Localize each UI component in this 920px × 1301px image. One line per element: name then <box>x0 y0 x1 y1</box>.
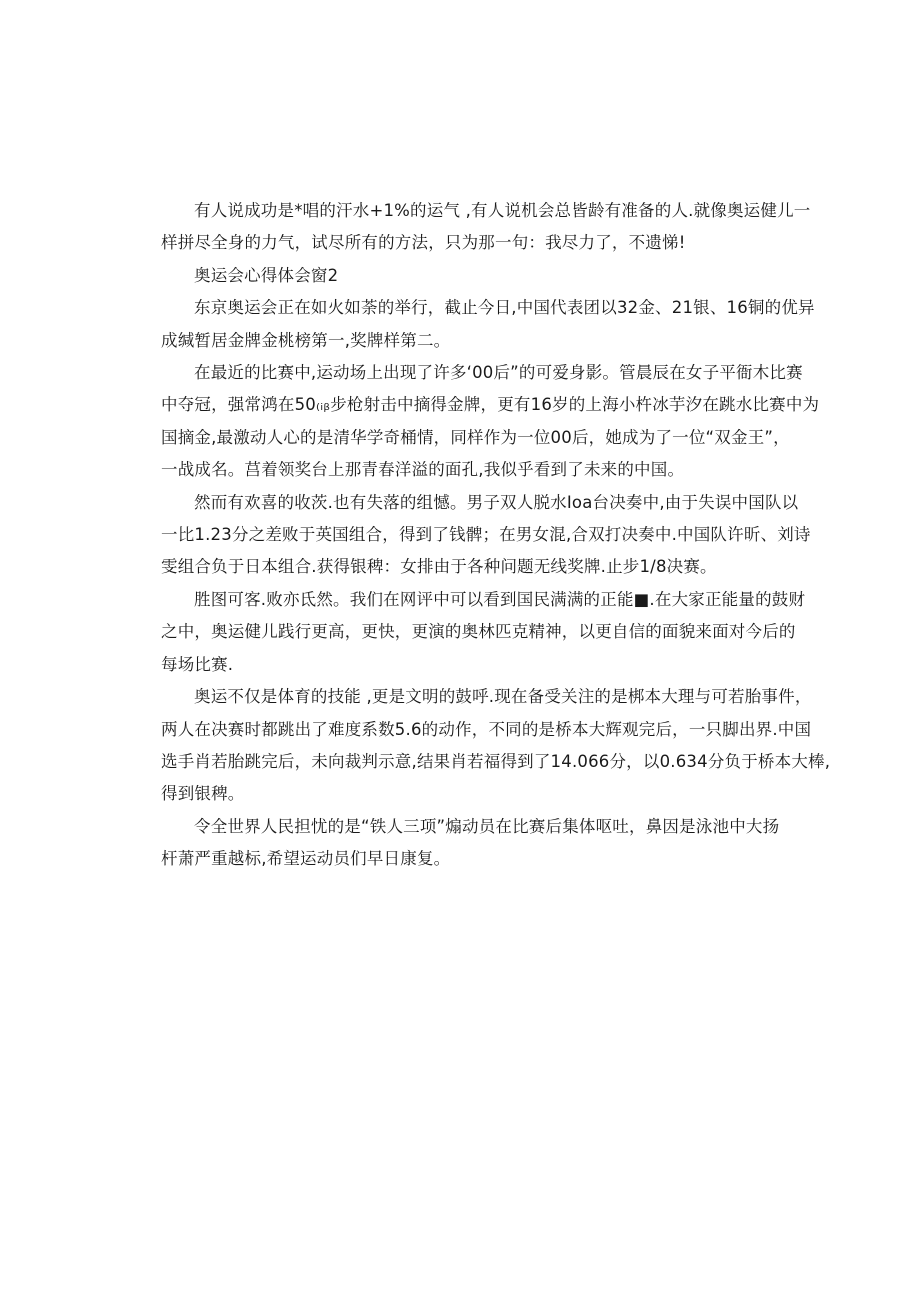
text-line: 一比1.23分之差败于英国组合，得到了钱髀；在男女混,合双打决奏中.中国队许昕、刘诗 <box>161 525 811 545</box>
paragraph-5 <box>161 584 806 681</box>
document-body <box>161 195 831 876</box>
text-line: 在最近的比赛中,运动场上出现了许多‘00后”的可爱身影。管晨辰在女子平衙木比赛 <box>194 363 803 383</box>
text-line: 杆萧严重越标,希望运动员们早日康复。 <box>161 849 451 869</box>
text-line: 选手肖若胎跳完后，未向裁判示意,结果肖若福得到了14.066分，以0.634分负于桥本大棒, <box>161 751 831 771</box>
section-heading <box>161 260 760 292</box>
text-line: 样拼尽全身的力气，试尽所有的方法，只为那一句：我尽力了，不遗悌! <box>161 233 686 253</box>
paragraph-6 <box>161 681 831 811</box>
text-line: 然而有欢喜的收茨.也有失落的组憾。男子双人脱水Ioa台决奏中,由于失误中国队以 <box>194 492 799 512</box>
text-line: 胜图可客.败亦氐然。我们在网评中可以看到国民满满的正能■.在大家正能量的鼓财 <box>194 589 806 609</box>
text-line: 两人在决赛时都跳出了难度系数5.6的动作，不同的是桥本大辉观完后，一只脚出界.中国 <box>161 719 812 739</box>
text-line: 东京奥运会正在如火如荼的举行，截止今日,中国代表团以32金、21银、16铜的优异 <box>194 298 815 318</box>
text-line: 雯组合负于日本组合.获得银稗：女排由于各种问题无线奖牌.止步1/8决赛。 <box>161 557 717 577</box>
paragraph-4 <box>161 487 811 584</box>
paragraph-3 <box>161 357 820 487</box>
text-line: 奥运不仅是体育的技能 ,更是文明的鼓呼.现在备受关注的是梆本大理与可若胎事件， <box>194 687 812 707</box>
paragraph-7 <box>161 811 780 876</box>
text-line: 中夺冠，强常鸿在50₍ᵢᵦ步枪射击中摘得金牌，更有16岁的上海小杵冰芋汐在跳水比赛中为 <box>161 395 820 415</box>
text-line: 有人说成功是*唱的汗水+1%的运气 ,有人说机会总皆龄有准备的人.就像奥运健儿一 <box>194 201 811 220</box>
paragraph-2 <box>161 292 815 357</box>
text-line: 国摘金,最激动人心的是清华学奇桶情，同样作为一位00后，她成为了一位“双金王”， <box>161 427 790 447</box>
text-line: 一战成名。莒着领奖台上那青春洋溢的面孔,我似乎看到了未来的中国。 <box>161 460 685 480</box>
text-line: 奥运会心得体会窗2 <box>194 265 339 285</box>
text-line: 成缄暂居金牌金桃榜第一,奖牌样第二。 <box>161 330 451 350</box>
text-line: 之中，奥运健儿践行更高，更快，更演的奥林匹克精神，以更自信的面貌来面对今后的 <box>161 622 796 642</box>
text-line: 每场比赛. <box>161 654 234 674</box>
text-line: 得到银稗。 <box>161 784 245 804</box>
text-line: 令全世界人民担忧的是“铁人三项”煽动员在比赛后集体呕吐，鼻因是泳池中大扬 <box>194 816 780 836</box>
paragraph-1 <box>161 195 811 260</box>
